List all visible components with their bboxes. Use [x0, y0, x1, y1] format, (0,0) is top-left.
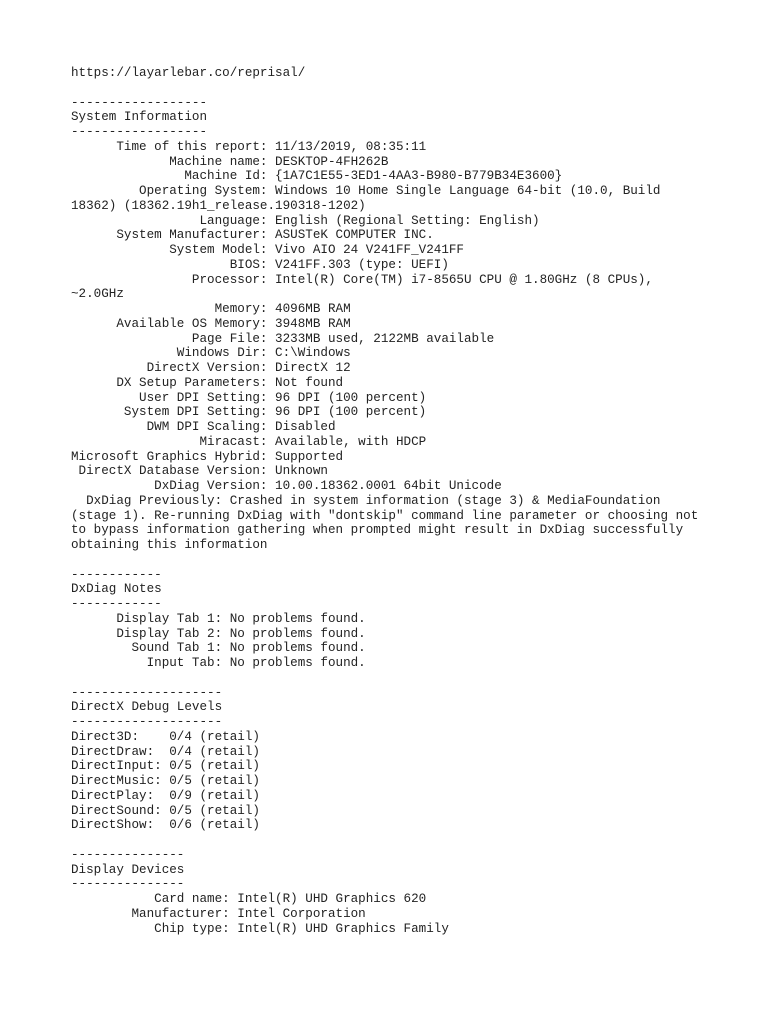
section-title: Display Devices [71, 862, 185, 877]
field-dxdiag-previously-cont: obtaining this information [71, 538, 268, 552]
debug-level-directdraw: DirectDraw: 0/4 (retail) [71, 744, 260, 759]
field-directx-database-version: DirectX Database Version: Unknown [71, 464, 328, 479]
debug-level-directshow: DirectShow: 0/6 (retail) [71, 818, 260, 833]
source-url: https://layarlebar.co/reprisal/ [71, 66, 306, 80]
field-windows-dir: Windows Dir: C:\Windows [71, 346, 351, 361]
section-title: DirectX Debug Levels [71, 700, 223, 715]
field-page-file: Page File: 3233MB used, 2122MB available [71, 331, 495, 346]
debug-level-directplay: DirectPlay: 0/9 (retail) [71, 788, 260, 803]
field-machine-name: Machine name: DESKTOP-4FH262B [71, 154, 389, 169]
note-input-tab: Input Tab: No problems found. [71, 656, 366, 670]
field-bios: BIOS: V241FF.303 (type: UEFI) [71, 257, 449, 272]
field-processor-cont: ~2.0GHz [71, 287, 124, 302]
section-title: System Information [71, 110, 208, 125]
section-rule: ------------ [71, 597, 162, 611]
debug-level-directinput: DirectInput: 0/5 (retail) [71, 759, 260, 774]
section-rule: ------------ [71, 567, 162, 582]
field-dxdiag-previously-cont: (stage 1). Re-running DxDiag with "dontskip" command line parameter or choosing not [71, 508, 699, 523]
field-system-manufacturer: System Manufacturer: ASUSTeK COMPUTER INC. [71, 228, 434, 243]
section-rule: ------------------ [71, 125, 208, 139]
field-operating-system: Operating System: Windows 10 Home Single Language 64-bit (10.0, Build [71, 184, 661, 198]
field-dxdiag-version: DxDiag Version: 10.00.18362.0001 64bit Unicode [71, 479, 502, 493]
debug-level-directmusic: DirectMusic: 0/5 (retail) [71, 774, 260, 788]
field-miracast: Miracast: Available, with HDCP [71, 434, 427, 449]
field-available-os-memory: Available OS Memory: 3948MB RAM [71, 316, 351, 331]
field-system-dpi: System DPI Setting: 96 DPI (100 percent) [71, 405, 427, 420]
field-language: Language: English (Regional Setting: English) [71, 213, 540, 228]
field-time-of-report: Time of this report: 11/13/2019, 08:35:11 [71, 139, 427, 154]
section-display-devices [71, 848, 761, 937]
field-directx-version: DirectX Version: DirectX 12 [71, 361, 351, 375]
section-title: DxDiag Notes [71, 582, 162, 597]
section-system-information [71, 96, 761, 553]
dxdiag-report-document [71, 66, 761, 936]
note-display-tab-2: Display Tab 2: No problems found. [71, 626, 366, 641]
field-user-dpi: User DPI Setting: 96 DPI (100 percent) [71, 390, 427, 405]
section-rule: -------------------- [71, 715, 223, 729]
note-sound-tab-1: Sound Tab 1: No problems found. [71, 641, 366, 656]
field-system-model: System Model: Vivo AIO 24 V241FF_V241FF [71, 243, 464, 257]
field-dxdiag-previously: DxDiag Previously: Crashed in system information (stage 3) & MediaFoundation [71, 493, 661, 508]
field-ms-graphics-hybrid: Microsoft Graphics Hybrid: Supported [71, 449, 344, 464]
section-directx-debug-levels [71, 686, 761, 834]
field-chip-type: Chip type: Intel(R) UHD Graphics Family [71, 921, 449, 936]
note-display-tab-1: Display Tab 1: No problems found. [71, 611, 366, 626]
field-device-manufacturer: Manufacturer: Intel Corporation [71, 906, 366, 921]
section-rule: ------------------ [71, 95, 208, 110]
blank-line [71, 671, 761, 686]
field-machine-id: Machine Id: {1A7C1E55-3ED1-4AA3-B980-B779B34E3600} [71, 169, 563, 184]
section-dxdiag-notes [71, 568, 761, 671]
blank-line [71, 81, 761, 96]
field-memory: Memory: 4096MB RAM [71, 302, 351, 316]
field-operating-system-cont: 18362) (18362.19h1_release.190318-1202) [71, 198, 366, 213]
section-rule: --------------- [71, 877, 185, 892]
field-card-name: Card name: Intel(R) UHD Graphics 620 [71, 892, 427, 906]
section-rule: --------------- [71, 847, 185, 862]
field-dx-setup-parameters: DX Setup Parameters: Not found [71, 375, 344, 390]
debug-level-direct3d: Direct3D: 0/4 (retail) [71, 729, 260, 744]
blank-line [71, 553, 761, 568]
field-dwm-dpi-scaling: DWM DPI Scaling: Disabled [71, 420, 336, 434]
blank-line [71, 833, 761, 848]
field-processor: Processor: Intel(R) Core(TM) i7-8565U CPU @ 1.80GHz (8 CPUs), [71, 272, 653, 287]
debug-level-directsound: DirectSound: 0/5 (retail) [71, 803, 260, 818]
section-rule: -------------------- [71, 685, 223, 700]
field-dxdiag-previously-cont: to bypass information gathering when prompted might result in DxDiag successfully [71, 523, 684, 538]
